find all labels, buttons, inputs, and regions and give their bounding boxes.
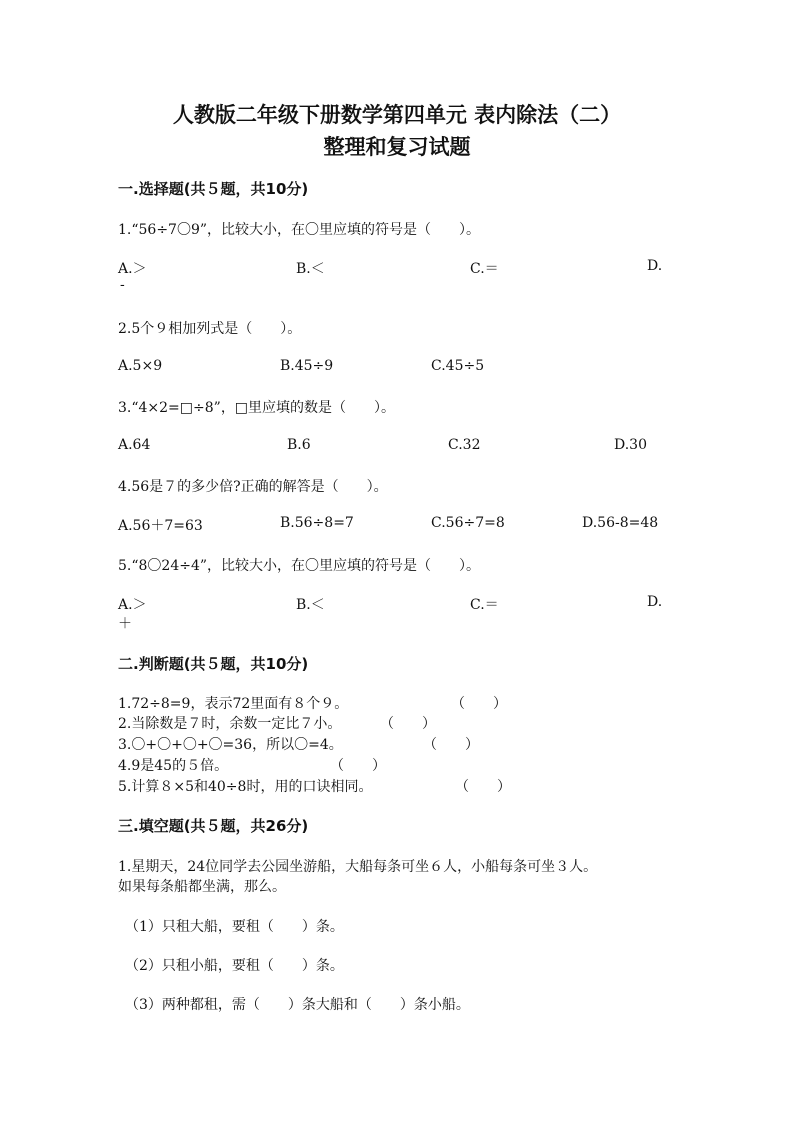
section-heading-choice: 一.选择题(共５题，共10分) xyxy=(118,180,309,198)
option-a: A.56＋7=63 xyxy=(118,518,203,534)
judgement-answer-paren-3: （ ） xyxy=(423,737,479,753)
question-stem: 5.“8〇24÷4”，比较大小，在〇里应填的符号是（ ）。 xyxy=(118,558,481,574)
option-c: C.32 xyxy=(448,437,481,453)
option-d: D. xyxy=(647,258,663,274)
option-d: D. xyxy=(647,594,663,610)
option-b: B.6 xyxy=(287,437,311,453)
question-stem: 4.56是７的多少倍?正确的解答是（ ）。 xyxy=(118,479,388,495)
option-a: A.5×9 xyxy=(118,358,163,374)
judgement-answer-paren-2: （ ） xyxy=(380,716,436,732)
judgement-item-3: 3.〇+〇+〇+〇=36，所以〇=4。 xyxy=(118,737,343,753)
page-subtitle: 整理和复习试题 xyxy=(323,135,471,159)
option-a: A.64 xyxy=(118,437,151,453)
option-b: B.＜ xyxy=(296,597,325,613)
option-b: B.45÷9 xyxy=(280,358,334,374)
fill-subquestion-1: （1）只租大船，要租（ ）条。 xyxy=(125,919,344,935)
judgement-item-5: 5.计算８×5和40÷8时，用的口诀相同。 xyxy=(118,779,373,795)
judgement-item-4: 4.9是45的５倍。 xyxy=(118,758,229,774)
section-heading-fill-in: 三.填空题(共５题，共26分) xyxy=(118,817,309,835)
fill-subquestion-2: （2）只租小船，要租（ ）条。 xyxy=(125,958,344,974)
option-a: A.＞ xyxy=(118,261,147,277)
option-d-value: ＋ xyxy=(118,616,132,632)
fill-subquestion-3: （3）两种都租，需（ ）条大船和（ ）条小船。 xyxy=(125,997,470,1013)
option-d: D.56-8=48 xyxy=(582,515,659,531)
option-d: D.30 xyxy=(614,437,647,453)
option-c: C.＝ xyxy=(470,597,499,613)
option-d-value: - xyxy=(120,277,125,293)
judgement-item-2: 2.当除数是７时，余数一定比７小。 xyxy=(118,716,342,732)
fill-question-1-line-2: 如果每条船都坐满，那么。 xyxy=(118,879,286,895)
section-heading-judgement: 二.判断题(共５题，共10分) xyxy=(118,655,309,673)
option-c: C.45÷5 xyxy=(431,358,485,374)
option-a: A.＞ xyxy=(118,597,147,613)
option-b: B.＜ xyxy=(296,261,325,277)
question-stem: 3.“4×2=□÷8”，□里应填的数是（ ）。 xyxy=(118,400,396,416)
page-title: 人教版二年级下册数学第四单元 表内除法（二） xyxy=(172,103,622,127)
judgement-answer-paren-1: （ ） xyxy=(451,696,507,712)
question-stem: 2.5个９相加列式是（ ）。 xyxy=(118,321,302,337)
judgement-item-1: 1.72÷8=9，表示72里面有８个９。 xyxy=(118,696,349,712)
option-b: B.56÷8=7 xyxy=(280,515,354,531)
option-c: C.＝ xyxy=(470,261,499,277)
judgement-answer-paren-5: （ ） xyxy=(455,779,511,795)
question-stem: 1.“56÷7〇9”，比较大小，在〇里应填的符号是（ ）。 xyxy=(118,222,481,238)
option-c: C.56÷7=8 xyxy=(431,515,505,531)
fill-question-1-line-1: 1.星期天，24位同学去公园坐游船，大船每条可坐６人，小船每条可坐３人。 xyxy=(118,859,598,875)
judgement-answer-paren-4: （ ） xyxy=(330,758,386,774)
